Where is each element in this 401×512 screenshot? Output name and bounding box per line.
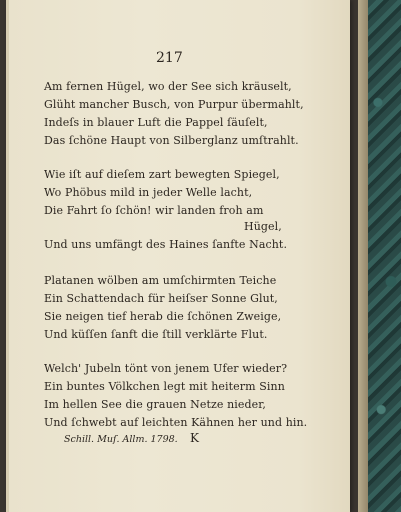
verse-line: Platanen wölben am umſchirmten Teiche	[44, 274, 277, 287]
verse-line: Und küſſen ſanft die ſtill verklärte Flut.	[44, 328, 268, 341]
verse-line: Wo Phöbus mild in jeder Welle lacht,	[44, 186, 253, 199]
verse-line: Wie iſt auf dieſem zart bewegten Spiegel,	[44, 168, 280, 181]
verse-line: Am fernen Hügel, wo der See sich kräuselt,	[44, 80, 292, 93]
book-page	[6, 0, 350, 512]
verse-line: Im hellen See die grauen Netze nieder,	[44, 398, 267, 411]
verse-line: Sie neigen tief herab die ſchönen Zweige,	[44, 310, 282, 323]
signature-line: Schill. Muſ. Allm. 1798.	[64, 434, 178, 445]
page-left-edge	[6, 0, 9, 512]
verse-line: Die Fahrt ſo ſchön! wir landen froh am	[44, 204, 264, 217]
verse-line: Und ſchwebt auf leichten Kähnen her und hin.	[44, 416, 308, 429]
verse-line-continuation: Hügel,	[244, 220, 282, 233]
verse-line: Ein Schattendach für heiſser Sonne Glut,	[44, 292, 278, 305]
marbled-cover	[368, 0, 401, 512]
signature-mark: K	[190, 431, 199, 445]
page-number: 217	[156, 50, 183, 66]
verse-line: Glüht mancher Busch, von Purpur übermahlt,	[44, 98, 304, 111]
verse-line: Indeſs in blauer Luft die Pappel ſäuſelt,	[44, 116, 268, 129]
verse-line: Welch' Jubeln tönt von jenem Ufer wieder?	[44, 362, 288, 375]
verse-line: Das ſchöne Haupt von Silberglanz umſtrahlt.	[44, 134, 299, 147]
verse-line: Ein buntes Völkchen legt mit heiterm Sinn	[44, 380, 285, 393]
verse-line: Und uns umfängt des Haines ſanfte Nacht.	[44, 238, 288, 251]
